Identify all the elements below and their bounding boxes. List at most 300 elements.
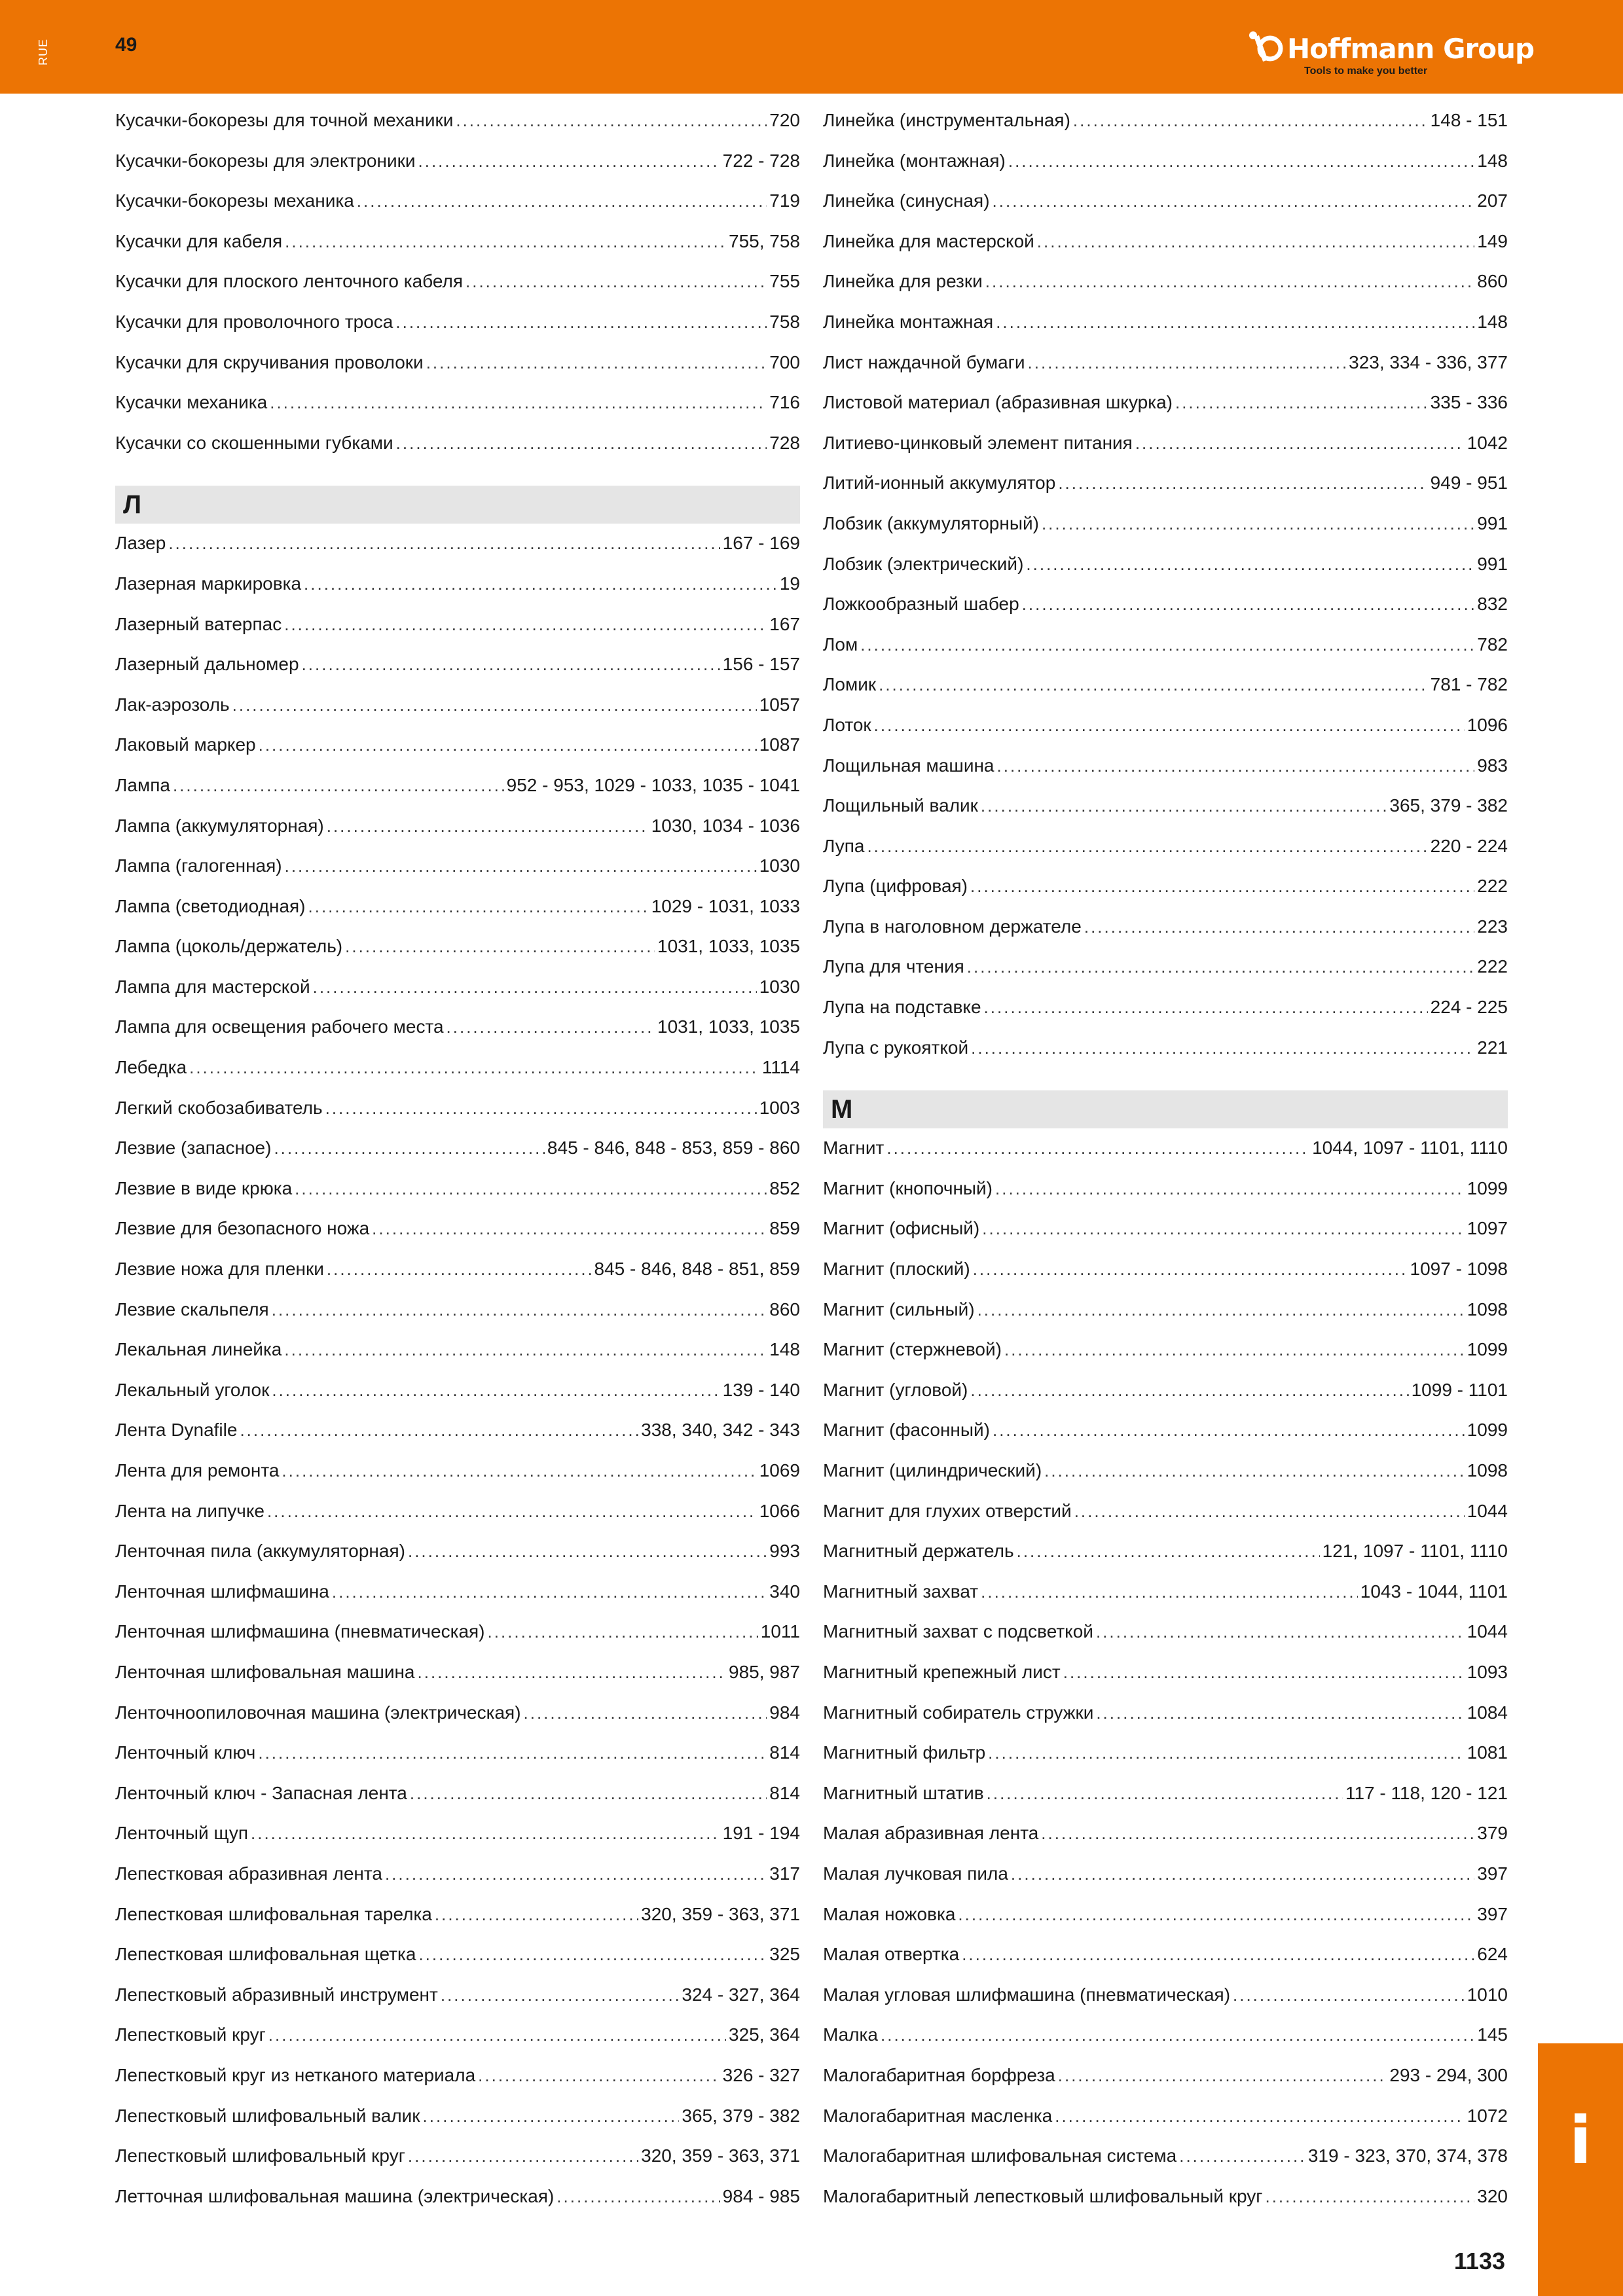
entry-pages: 1031, 1033, 1035	[657, 1016, 800, 1037]
entry-term: Ленточноопиловочная машина (электрическая)	[115, 1702, 521, 1723]
entry-pages: 1099	[1467, 1339, 1508, 1360]
index-entry	[115, 654, 800, 694]
entry-term: Лента на липучке	[115, 1500, 264, 1521]
entry-term: Лампа (аккумуляторная)	[115, 815, 324, 836]
dot-leader	[995, 1179, 1465, 1199]
entry-pages: 728	[769, 432, 800, 453]
dot-leader	[270, 393, 767, 413]
entry-pages: 1081	[1467, 1742, 1508, 1763]
entry-term: Кусачки для кабеля	[115, 230, 283, 251]
entry-term: Лупа в наголовном держателе	[823, 916, 1082, 937]
index-entry	[115, 2145, 800, 2186]
dot-leader	[345, 937, 655, 957]
dot-leader	[423, 2106, 680, 2126]
entry-pages: 365, 379 - 382	[682, 2105, 800, 2126]
entry-term: Малогабаритная масленка	[823, 2105, 1053, 2126]
entry-term: Магнит (фасонный)	[823, 1420, 990, 1441]
entry-pages: 221	[1477, 1037, 1508, 1058]
dot-leader	[987, 1784, 1343, 1804]
entry-pages: 1099 - 1101	[1411, 1379, 1508, 1400]
index-entry	[823, 1178, 1508, 1219]
entry-pages: 1069	[759, 1460, 800, 1480]
dot-leader	[274, 1138, 544, 1158]
entry-term: Литиево-цинковый элемент питания	[823, 432, 1133, 453]
index-entry	[115, 1218, 800, 1259]
dot-leader	[1265, 2187, 1474, 2207]
index-entry	[823, 795, 1508, 836]
dot-leader	[168, 533, 720, 554]
index-entry	[115, 2065, 800, 2106]
index-entry	[115, 1057, 800, 1098]
entry-term: Лента Dynafile	[115, 1420, 238, 1441]
entry-pages: 121, 1097 - 1101, 1110	[1322, 1541, 1508, 1562]
index-entry	[823, 1984, 1508, 2025]
dot-leader	[1233, 1985, 1465, 2005]
page-ref: 49	[115, 34, 137, 56]
entry-pages: 860	[769, 1299, 800, 1319]
dot-leader	[1004, 1340, 1465, 1360]
index-entry	[823, 1823, 1508, 1863]
entry-pages: 325, 364	[729, 2024, 800, 2045]
side-code: RUE	[37, 38, 50, 65]
entry-term: Лазерная маркировка	[115, 573, 302, 594]
dot-leader	[1074, 1501, 1465, 1522]
index-entry	[115, 1098, 800, 1138]
entry-term: Линейка для мастерской	[823, 230, 1034, 251]
index-entry	[823, 392, 1508, 433]
dot-leader	[1096, 1622, 1465, 1642]
entry-term: Малка	[823, 2024, 878, 2045]
entry-term: Линейка (монтажная)	[823, 150, 1006, 171]
index-entry	[823, 1218, 1508, 1259]
index-entry	[823, 1460, 1508, 1501]
index-entry	[823, 231, 1508, 272]
entry-term: Ленточный ключ - Запасная лента	[115, 1782, 407, 1803]
entry-pages: 758	[769, 311, 800, 332]
entry-pages: 365, 379 - 382	[1389, 795, 1508, 816]
entry-pages: 722 - 728	[722, 150, 800, 171]
entry-term: Лощильная машина	[823, 755, 994, 776]
dot-leader	[327, 1259, 592, 1280]
entry-pages: 845 - 846, 848 - 851, 859	[594, 1259, 800, 1280]
dot-leader	[1008, 151, 1474, 171]
entries-list	[823, 1138, 1508, 2226]
dot-leader	[1135, 433, 1465, 454]
entry-term: Ленточная шлифовальная машина	[115, 1661, 415, 1682]
entry-pages: 1099	[1467, 1177, 1508, 1198]
entry-pages: 397	[1477, 1903, 1508, 1924]
index-entry	[115, 1339, 800, 1380]
index-entry	[115, 734, 800, 775]
entry-term: Лупа (цифровая)	[823, 876, 968, 897]
section-letter-bar	[823, 1090, 1508, 1128]
section-letter-bar	[115, 486, 800, 524]
index-entry	[823, 634, 1508, 675]
index-entry	[115, 1662, 800, 1702]
entry-term: Листовой материал (абразивная шкурка)	[823, 392, 1173, 413]
entry-pages: 719	[769, 190, 800, 211]
entry-pages: 1097 - 1098	[1410, 1259, 1508, 1280]
entry-term: Малогабаритная шлифовальная система	[823, 2145, 1177, 2166]
entry-pages: 1003	[759, 1097, 800, 1118]
dot-leader	[1041, 1823, 1474, 1844]
index-entry	[115, 1420, 800, 1460]
entry-pages: 220 - 224	[1430, 835, 1508, 856]
entry-pages: 1030	[759, 855, 800, 876]
index-entry	[115, 614, 800, 655]
entry-term: Лепестковый шлифовальный валик	[115, 2105, 420, 2126]
entry-pages: 1096	[1467, 714, 1508, 735]
entry-pages: 222	[1477, 876, 1508, 897]
dot-leader	[996, 312, 1474, 332]
entry-term: Лепестковая абразивная лента	[115, 1863, 382, 1884]
entry-pages: 1044, 1097 - 1101, 1110	[1312, 1138, 1508, 1158]
dot-leader	[973, 1259, 1408, 1280]
entry-pages: 167	[769, 613, 800, 634]
entry-pages: 148	[1477, 150, 1508, 171]
dot-leader	[268, 2025, 726, 2045]
dot-leader	[1055, 2106, 1464, 2126]
entry-pages: 320, 359 - 363, 371	[641, 1903, 800, 1924]
section-letter: Л	[123, 490, 142, 519]
dot-leader	[418, 1945, 767, 1965]
index-entry	[115, 816, 800, 856]
index-entry	[823, 1783, 1508, 1823]
entry-term: Лампа для освещения рабочего места	[115, 1016, 444, 1037]
logo-mark-icon	[1244, 29, 1287, 65]
entry-term: Лупа для чтения	[823, 956, 964, 977]
info-icon: i	[1569, 2102, 1592, 2179]
entry-pages: 319 - 323, 370, 374, 378	[1307, 2145, 1508, 2166]
index-entry	[115, 1702, 800, 1743]
entry-term: Малая угловая шлифмашина (пневматическая)	[823, 1984, 1231, 2005]
dot-leader	[332, 1582, 767, 1602]
entry-term: Ленточная пила (аккумуляторная)	[115, 1541, 405, 1562]
index-entry	[823, 2065, 1508, 2106]
index-entry	[115, 1016, 800, 1057]
dot-leader	[967, 957, 1475, 977]
entry-pages: 317	[769, 1863, 800, 1884]
entry-pages: 149	[1477, 230, 1508, 251]
entry-term: Лобзик (электрический)	[823, 553, 1024, 574]
dot-leader	[189, 1058, 759, 1078]
entry-pages: 1072	[1467, 2105, 1508, 2126]
dot-leader	[478, 2066, 720, 2086]
index-entry	[823, 151, 1508, 191]
index-entry	[115, 1460, 800, 1501]
entry-term: Кусачки для проволочного троса	[115, 311, 393, 332]
dot-leader	[1044, 1461, 1465, 1481]
entry-term: Ленточный щуп	[115, 1823, 248, 1844]
dot-leader	[1084, 917, 1474, 937]
index-entry	[823, 916, 1508, 957]
index-entry	[115, 1541, 800, 1581]
index-entry	[823, 1037, 1508, 1078]
dot-leader	[385, 1864, 767, 1884]
index-entry	[115, 2106, 800, 2146]
entry-pages: 320	[1477, 2185, 1508, 2206]
dot-leader	[272, 1380, 720, 1401]
entry-pages: 1030, 1034 - 1036	[651, 815, 800, 836]
entry-pages: 984	[769, 1702, 800, 1723]
entry-term: Малогабаритная борфреза	[823, 2064, 1055, 2085]
dot-leader	[886, 1138, 1309, 1158]
dot-leader	[259, 735, 757, 755]
entry-term: Лезвие (запасное)	[115, 1138, 272, 1158]
entry-pages: 1042	[1467, 432, 1508, 453]
entry-pages: 952 - 953, 1029 - 1033, 1035 - 1041	[506, 774, 800, 795]
entry-pages: 1098	[1467, 1299, 1508, 1319]
entry-pages: 814	[769, 1742, 800, 1763]
dot-leader	[488, 1622, 758, 1642]
index-entry	[115, 151, 800, 191]
index-entry	[115, 1299, 800, 1340]
entry-pages: 191 - 194	[722, 1823, 800, 1844]
entry-pages: 700	[769, 351, 800, 372]
entry-pages: 845 - 846, 848 - 853, 859 - 860	[547, 1138, 800, 1158]
entry-pages: 983	[1477, 755, 1508, 776]
entry-pages: 1029 - 1031, 1033	[651, 895, 800, 916]
entry-pages: 325	[769, 1944, 800, 1965]
index-entry	[823, 1621, 1508, 1662]
entry-term: Лампа для мастерской	[115, 976, 310, 997]
index-entry	[823, 554, 1508, 594]
index-entry	[823, 997, 1508, 1037]
index-entry	[823, 1380, 1508, 1420]
dot-leader	[232, 695, 757, 715]
entry-term: Кусачки со скошенными губками	[115, 432, 393, 453]
index-entry	[115, 775, 800, 816]
page-number: 1133	[1453, 2248, 1505, 2274]
index-entry	[115, 1742, 800, 1783]
dot-leader	[1058, 2066, 1387, 2086]
entry-term: Легкий скобозабиватель	[115, 1097, 323, 1118]
entry-pages: 1097	[1467, 1218, 1508, 1239]
index-entry	[115, 1863, 800, 1904]
entry-pages: 1093	[1467, 1661, 1508, 1682]
entry-term: Малая отвертка	[823, 1944, 960, 1965]
entry-term: Лаковый маркер	[115, 734, 256, 755]
entry-pages: 1084	[1467, 1702, 1508, 1723]
entry-term: Лазерный дальномер	[115, 654, 299, 675]
index-entry	[823, 1259, 1508, 1299]
index-entry	[823, 1863, 1508, 1904]
entry-term: Магнитный захват с подсветкой	[823, 1621, 1093, 1642]
entry-term: Лебедка	[115, 1057, 187, 1078]
entry-pages: 985, 987	[729, 1661, 800, 1682]
logo-name: Hoffmann Group	[1287, 33, 1535, 65]
entry-term: Малогабаритный лепестковый шлифовальный круг	[823, 2185, 1263, 2206]
entry-term: Магнитный фильтр	[823, 1742, 986, 1763]
index-entry	[115, 694, 800, 735]
entry-term: Лекальный уголок	[115, 1379, 270, 1400]
dot-leader	[418, 151, 720, 171]
entry-term: Малая лучковая пила	[823, 1863, 1008, 1884]
entry-pages: 145	[1477, 2024, 1508, 2045]
index-entry	[823, 1299, 1508, 1340]
index-entry	[115, 1501, 800, 1541]
index-entry	[115, 855, 800, 896]
dot-leader	[251, 1823, 720, 1844]
dot-leader	[962, 1945, 1474, 1965]
entry-term: Лезвие для безопасного ножа	[115, 1218, 370, 1239]
entry-pages: 340	[769, 1581, 800, 1602]
entry-term: Лезвие скальпеля	[115, 1299, 269, 1319]
entry-pages: 852	[769, 1177, 800, 1198]
entry-pages: 323, 334 - 336, 377	[1349, 351, 1508, 372]
dot-leader	[258, 1743, 767, 1763]
dot-leader	[981, 1582, 1358, 1602]
entry-term: Лепестковый круг из нетканого материала	[115, 2064, 476, 2085]
entry-term: Кусачки для скручивания проволоки	[115, 351, 424, 372]
entry-term: Лупа	[823, 835, 865, 856]
entry-term: Магнитный держатель	[823, 1541, 1014, 1562]
entry-pages: 148	[1477, 311, 1508, 332]
entries-list	[823, 110, 1508, 1077]
dot-leader	[295, 1179, 767, 1199]
entry-term: Магнит (офисный)	[823, 1218, 980, 1239]
entry-pages: 755	[769, 271, 800, 292]
index-entry	[823, 433, 1508, 473]
entry-pages: 1030	[759, 976, 800, 997]
index-entry	[823, 110, 1508, 151]
entry-pages: 984 - 985	[722, 2185, 800, 2206]
index-entry	[823, 2145, 1508, 2186]
index-entry	[823, 1702, 1508, 1743]
dot-leader	[1042, 514, 1474, 534]
index-entry	[823, 836, 1508, 876]
dot-leader	[456, 111, 767, 131]
dot-leader	[308, 897, 649, 917]
dot-leader	[881, 2025, 1474, 2045]
index-column-right	[823, 110, 1508, 2226]
entry-pages: 326 - 327	[722, 2064, 800, 2085]
entry-term: Магнитный крепежный лист	[823, 1661, 1061, 1682]
entry-pages: 156 - 157	[722, 654, 800, 675]
index-entry	[823, 876, 1508, 916]
entry-pages: 1031, 1033, 1035	[657, 936, 800, 957]
entry-pages: 781 - 782	[1430, 674, 1508, 695]
dot-leader	[993, 1420, 1465, 1441]
entry-term: Кусачки-бокорезы для точной механики	[115, 110, 454, 130]
dot-leader	[984, 997, 1428, 1018]
entry-pages: 1114	[761, 1057, 800, 1078]
index-entry	[115, 352, 800, 393]
index-entry	[115, 1823, 800, 1863]
entry-pages: 19	[779, 573, 800, 594]
entry-term: Ленточная шлифмашина	[115, 1581, 329, 1602]
entry-term: Магнит (стержневой)	[823, 1339, 1002, 1360]
index-entry	[115, 231, 800, 272]
entry-pages: 224 - 225	[1430, 997, 1508, 1018]
index-entry	[115, 392, 800, 433]
dot-leader	[240, 1420, 638, 1441]
entry-pages: 720	[769, 110, 800, 130]
dot-leader	[426, 353, 767, 373]
dot-leader	[1026, 554, 1474, 575]
dot-leader	[302, 655, 720, 675]
dot-leader	[284, 1340, 767, 1360]
entry-pages: 716	[769, 392, 800, 413]
entry-pages: 782	[1477, 634, 1508, 655]
index-entry	[823, 2186, 1508, 2227]
entries-list	[115, 110, 800, 473]
index-entry	[823, 1904, 1508, 1945]
entry-pages: 991	[1477, 512, 1508, 533]
entry-term: Магнит (сильный)	[823, 1299, 975, 1319]
dot-leader	[971, 1038, 1474, 1058]
index-entry	[823, 1662, 1508, 1702]
index-entry	[115, 1380, 800, 1420]
entry-term: Кусачки механика	[115, 392, 268, 413]
dot-leader	[958, 1905, 1474, 1925]
entry-term: Линейка монтажная	[823, 311, 994, 332]
section-letter: М	[831, 1094, 853, 1124]
entry-pages: 335 - 336	[1430, 392, 1508, 413]
dot-leader	[313, 977, 757, 997]
index-entry	[115, 2186, 800, 2227]
entry-term: Лезвие в виде крюка	[115, 1177, 293, 1198]
entry-pages: 397	[1477, 1863, 1508, 1884]
entry-term: Лобзик (аккумуляторный)	[823, 512, 1039, 533]
entry-pages: 293 - 294, 300	[1389, 2064, 1508, 2085]
dot-leader	[977, 1300, 1465, 1320]
entry-pages: 338, 340, 342 - 343	[641, 1420, 800, 1441]
index-entry	[823, 755, 1508, 796]
dot-leader	[1037, 232, 1475, 252]
dot-leader	[1058, 473, 1427, 493]
index-column-left	[115, 110, 800, 2226]
entry-term: Магнитный собиратель стружки	[823, 1702, 1094, 1723]
entry-term: Линейка (синусная)	[823, 190, 990, 211]
entry-term: Малая абразивная лента	[823, 1823, 1039, 1844]
entry-pages: 1098	[1467, 1460, 1508, 1480]
entry-pages: 207	[1477, 190, 1508, 211]
entry-term: Лампа (цоколь/держатель)	[115, 936, 343, 957]
entries-list	[115, 533, 800, 2226]
entry-term: Ленточный ключ	[115, 1742, 256, 1763]
entry-pages: 624	[1477, 1944, 1508, 1965]
entry-pages: 859	[769, 1218, 800, 1239]
entry-term: Лепестковая шлифовальная тарелка	[115, 1903, 432, 1924]
entry-term: Лупа с рукояткой	[823, 1037, 969, 1058]
entry-pages: 167 - 169	[722, 533, 800, 554]
index-entry	[823, 1339, 1508, 1380]
dot-leader	[1022, 594, 1475, 615]
entry-term: Ленточная шлифмашина (пневматическая)	[115, 1621, 485, 1642]
index-entry	[823, 352, 1508, 393]
entry-term: Магнит	[823, 1138, 884, 1158]
entry-term: Магнитный захват	[823, 1581, 979, 1602]
dot-leader	[970, 876, 1474, 897]
dot-leader	[418, 1662, 727, 1683]
index-entry	[115, 977, 800, 1017]
index-entry	[823, 1541, 1508, 1581]
entry-pages: 1066	[759, 1500, 800, 1521]
index-entry	[823, 1742, 1508, 1783]
entry-term: Магнитный штатив	[823, 1782, 984, 1803]
dot-leader	[408, 2146, 638, 2166]
page-header	[0, 0, 1623, 94]
entry-term: Ложкообразный шабер	[823, 594, 1019, 615]
entry-pages: 148	[769, 1339, 800, 1360]
dot-leader	[173, 776, 504, 796]
dot-leader	[465, 272, 767, 292]
entry-pages: 1043 - 1044, 1101	[1360, 1581, 1508, 1602]
entry-term: Ломик	[823, 674, 877, 695]
entry-pages: 320, 359 - 363, 371	[641, 2145, 800, 2166]
dot-leader	[867, 836, 1427, 857]
